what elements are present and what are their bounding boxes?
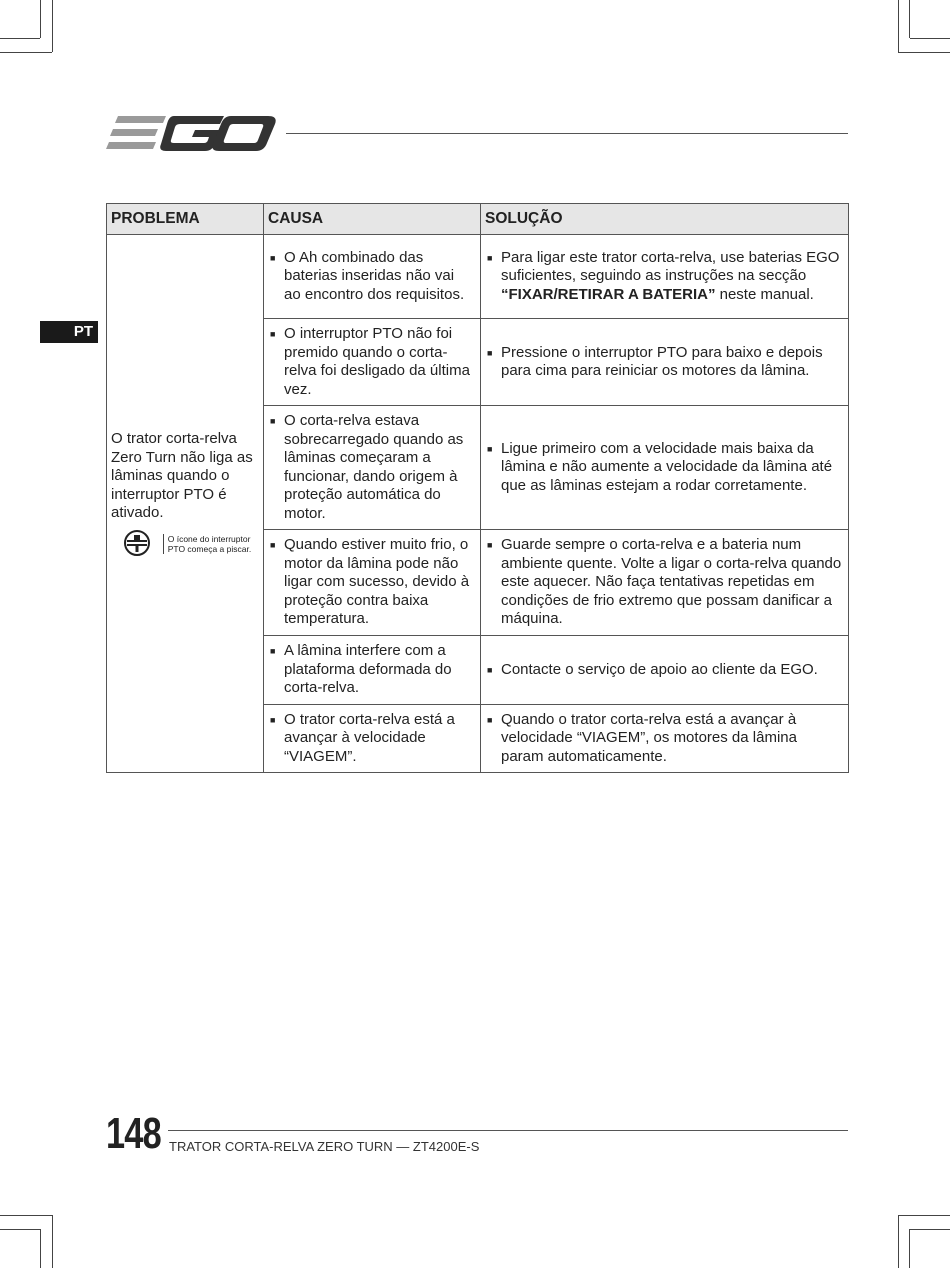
bullet-icon: ■	[270, 646, 276, 656]
cause-cell: ■ Quando estiver muito frio, o motor da lâmina pode não ligar com sucesso, devido à proteção contra baixa temperatura.	[264, 530, 481, 636]
solution-cell: ■ Para ligar este trator corta-relva, use baterias EGO suficientes, seguindo as instruções na secção “FIXAR/RETIRAR A BATERIA” neste manual.	[481, 235, 849, 319]
cause-cell: ■ O Ah combinado das baterias inseridas não vai ao encontro dos requisitos.	[264, 235, 481, 319]
crop-mark	[910, 1229, 950, 1230]
bullet-icon: ■	[270, 540, 276, 551]
crop-mark	[898, 0, 899, 52]
bullet-icon: ■	[487, 443, 493, 454]
crop-mark	[910, 38, 950, 39]
crop-mark	[0, 38, 40, 39]
cause-cell: ■ O corta-relva estava sobrecarregado quando as lâminas começaram a funcionar, dando origem à proteção automática do motor.	[264, 406, 481, 530]
bullet-icon: ■	[270, 329, 276, 339]
solution-cell: ■ Quando o trator corta-relva está a avançar à velocidade “VIAGEM”, os motores da lâmina param automaticamente.	[481, 704, 849, 773]
section-reference: “FIXAR/RETIRAR A BATERIA”	[501, 285, 716, 303]
cause-cell: ■ O trator corta-relva está a avançar à velocidade “VIAGEM”.	[264, 704, 481, 773]
solution-cell: ■ Pressione o interruptor PTO para baixo e depois para cima para reiniciar os motores da lâmina.	[481, 319, 849, 406]
bullet-icon: ■	[487, 664, 493, 675]
crop-mark	[0, 1229, 40, 1230]
crop-mark	[898, 52, 950, 53]
column-header-problem: PROBLEMA	[107, 204, 264, 235]
page-number: 148	[106, 1109, 161, 1158]
crop-mark	[898, 1215, 899, 1268]
crop-mark	[909, 1229, 910, 1268]
language-tab: PT	[40, 321, 98, 343]
bullet-icon: ■	[487, 540, 493, 551]
cause-cell: ■ O interruptor PTO não foi premido quando o corta-relva foi desligado da última vez.	[264, 319, 481, 406]
header-rule	[286, 133, 848, 134]
table-header-row	[107, 204, 849, 235]
footer-title: TRATOR CORTA-RELVA ZERO TURN — ZT4200E-S	[169, 1139, 480, 1154]
cause-cell: ■ A lâmina interfere com a plataforma deformada do corta-relva.	[264, 636, 481, 705]
bullet-icon: ■	[487, 714, 493, 725]
crop-mark	[0, 1215, 52, 1216]
solution-cell: ■ Contacte o serviço de apoio ao cliente da EGO.	[481, 636, 849, 705]
solution-cell: ■ Ligue primeiro com a velocidade mais baixa da lâmina e não aumente a velocidade da lâmina até que as lâminas estejam a rodar corretamente.	[481, 406, 849, 530]
crop-mark	[52, 0, 53, 52]
bullet-icon: ■	[270, 416, 276, 426]
crop-mark	[40, 1229, 41, 1268]
troubleshooting-table	[106, 203, 849, 773]
crop-mark	[909, 0, 910, 38]
crop-mark	[0, 52, 52, 53]
table-row	[107, 235, 849, 319]
problem-cell	[107, 235, 264, 773]
column-header-cause: CAUSA	[264, 204, 481, 235]
crop-mark	[40, 0, 41, 38]
problem-text: O trator corta-relva Zero Turn não liga as lâminas quando o interruptor PTO é ativado.	[111, 430, 253, 521]
solution-cell: ■ Guarde sempre o corta-relva e a bateria num ambiente quente. Volte a ligar o corta-relva quando este aquecer. Não faça tentativas repetidas em condições de frio extremo que possam danificar a máquina.	[481, 530, 849, 636]
bullet-icon: ■	[270, 252, 276, 263]
crop-mark	[52, 1215, 53, 1268]
bullet-icon: ■	[487, 347, 493, 358]
pto-switch-icon	[123, 529, 153, 559]
footer-rule	[168, 1130, 848, 1131]
bullet-icon: ■	[270, 714, 276, 725]
bullet-icon: ■	[487, 252, 493, 263]
column-header-solution: SOLUÇÃO	[481, 204, 849, 235]
pto-note-caption: O ícone do interruptor PTO começa a piscar.	[163, 534, 257, 554]
pto-note	[111, 529, 257, 559]
crop-mark	[898, 1215, 950, 1216]
ego-logo	[106, 112, 278, 156]
